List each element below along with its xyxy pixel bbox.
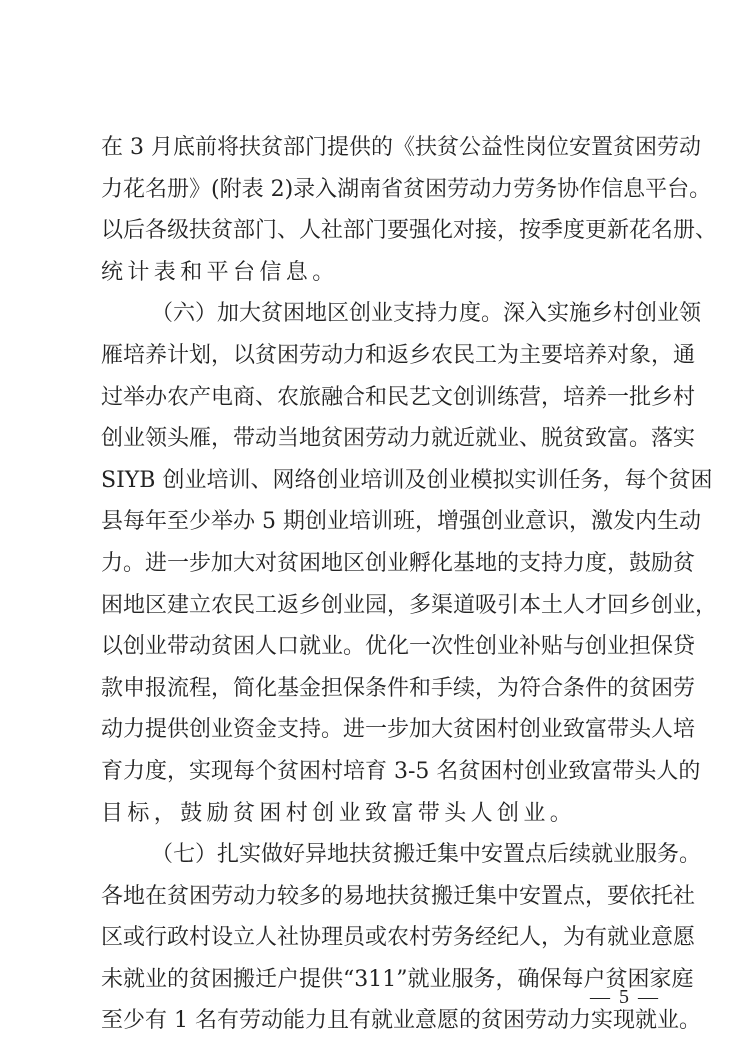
text-line: 创业领头雁，带动当地贫困劳动力就近就业、脱贫致富。落实	[101, 426, 696, 452]
document-body	[101, 127, 718, 1042]
section-heading-line: （七）扎实做好异地扶贫搬迁集中安置点后续就业服务。	[151, 842, 702, 868]
text-line: 育力度，实现每个贫困村培育 3-5 名贫困村创业致富带头人的	[101, 758, 701, 784]
text-line: 困地区建立农民工返乡创业园，多渠道吸引本土人才回乡创业，	[101, 592, 718, 618]
text-line: 在 3 月底前将扶贫部门提供的《扶贫公益性岗位安置贫困劳动	[101, 135, 701, 160]
text-line: 力。进一步加大对贫困地区创业孵化基地的支持力度，鼓励贫	[101, 550, 696, 576]
section-heading-line: （六）加大贫困地区创业支持力度。深入实施乡村创业领	[151, 301, 702, 327]
text-line: 以后各级扶贫部门、人社部门要强化对接，按季度更新花名册、	[101, 218, 718, 244]
text-line: 统计表和平台信息。	[101, 259, 339, 285]
text-line: 至少有 1 名有劳动能力且有就业意愿的贫困劳动力实现就业。	[101, 1008, 701, 1034]
page-number: — 5 —	[590, 986, 660, 1008]
text-line: 以创业带动贫困人口就业。优化一次性创业补贴与创业担保贷	[101, 634, 696, 660]
paragraph-continuation	[101, 127, 718, 293]
text-line: 未就业的贫困搬迁户提供“311”就业服务，确保每户贫困家庭	[101, 966, 694, 992]
text-line: 雁培养计划，以贫困劳动力和返乡农民工为主要培养对象，通	[101, 342, 696, 368]
text-line: 各地在贫困劳动力较多的易地扶贫搬迁集中安置点，要依托社	[101, 883, 696, 909]
text-line: 目标，鼓励贫困村创业致富带头人创业。	[101, 800, 577, 826]
text-line: 力花名册》(附表 2)录入湖南省贫困劳动力劳务协作信息平台。	[101, 176, 712, 202]
text-line: 区或行政村设立人社协理员或农村劳务经纪人，为有就业意愿	[101, 925, 696, 951]
text-line: 动力提供创业资金支持。进一步加大贫困村创业致富带头人培	[101, 717, 696, 743]
paragraph-section-6	[101, 293, 718, 834]
text-line: 过举办农产电商、农旅融合和民艺文创训练营，培养一批乡村	[101, 384, 696, 410]
text-line: SIYB 创业培训、网络创业培训及创业模拟实训任务，每个贫困	[101, 467, 713, 493]
paragraph-section-7	[101, 834, 702, 1042]
text-line: 款申报流程，简化基金担保条件和手续，为符合条件的贫困劳	[101, 675, 696, 701]
text-line: 县每年至少举办 5 期创业培训班，增强创业意识，激发内生动	[101, 509, 701, 535]
